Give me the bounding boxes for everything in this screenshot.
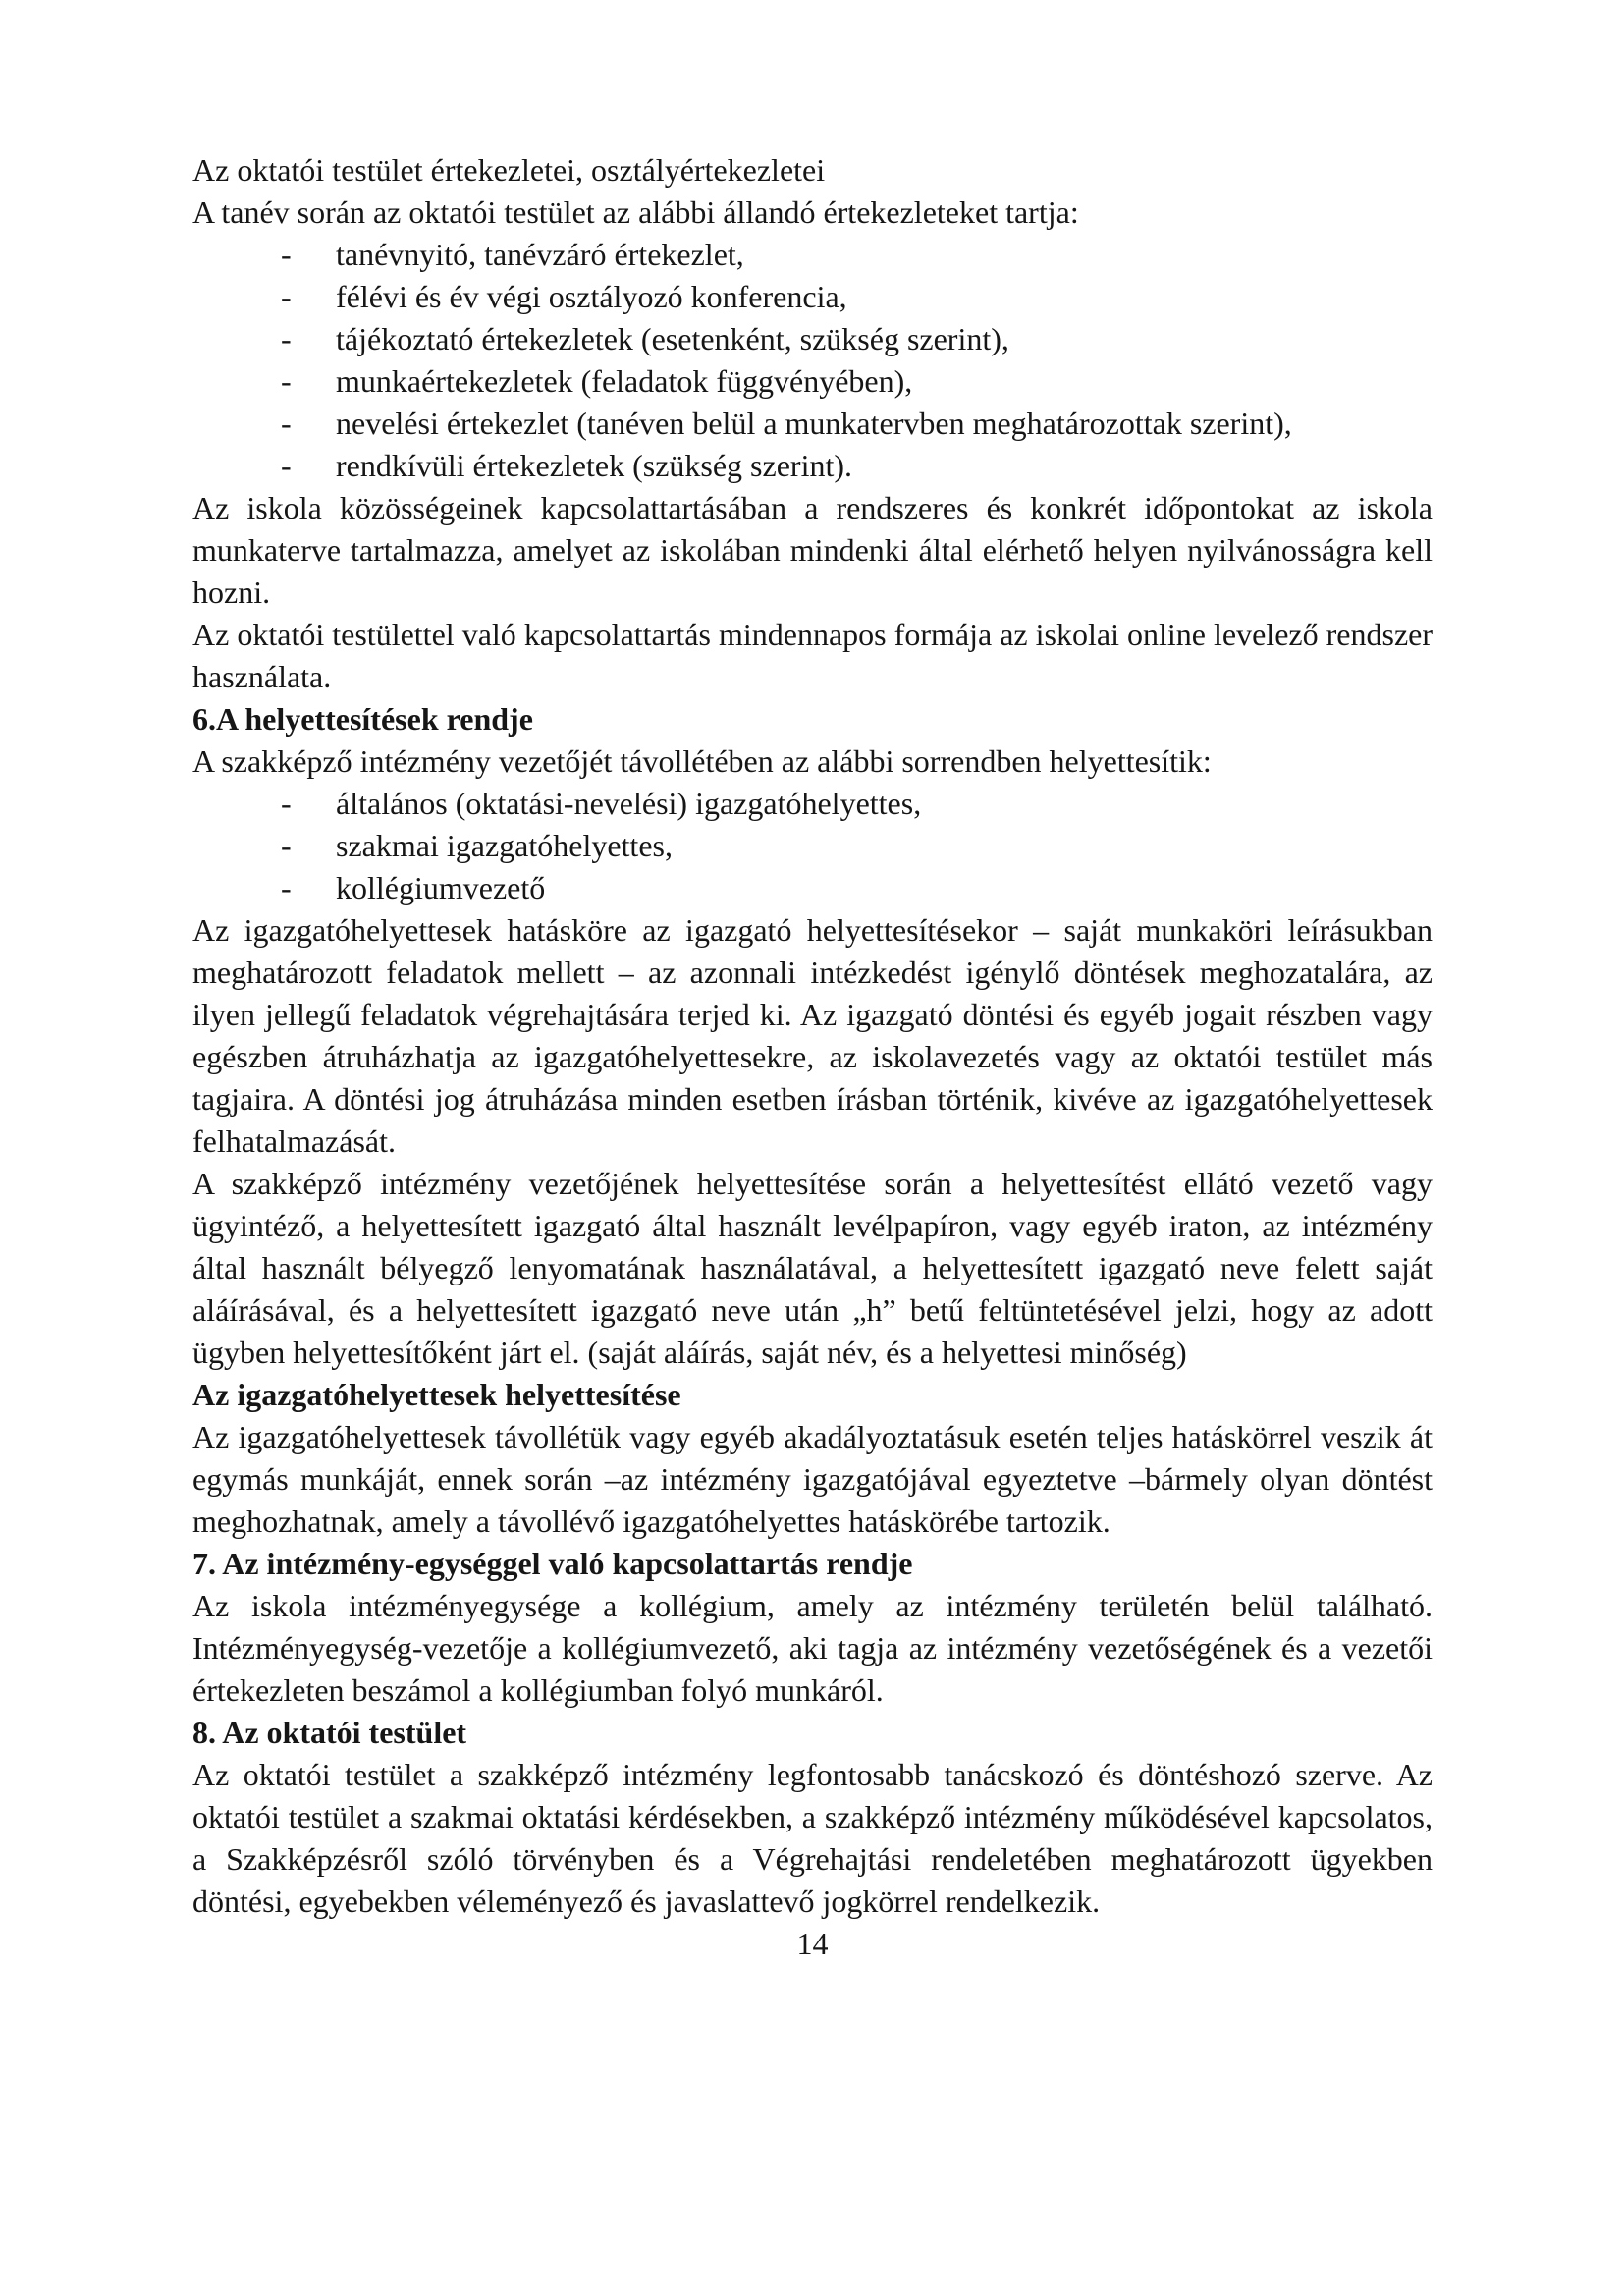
list-item-text: általános (oktatási-nevelési) igazgatóhelyettes, [336, 786, 922, 821]
dash-bullet: - [281, 363, 292, 399]
list-item [192, 276, 1433, 318]
paragraph-deputy-substitution: Az igazgatóhelyettesek távollétük vagy egyéb akadályoztatásuk esetén teljes hatáskörrel veszik át egymás munkáját, ennek során –az intézmény igazgatójával egyeztetve –bármely olyan döntést meghozhatnak, amely a távollévő igazgatóhelyettes hatáskörébe tartozik. [192, 1419, 1433, 1539]
dash-bullet: - [281, 406, 292, 441]
paragraph-substitution-intro: A szakképző intézmény vezetőjét távollétében az alábbi sorrendben helyettesítik: [192, 743, 1212, 779]
intro-line-meetings-title: Az oktatói testület értekezletei, osztályértekezletei [192, 152, 826, 188]
dash-bullet: - [281, 321, 292, 356]
list-item-text: rendkívüli értekezletek (szükség szerint). [336, 448, 852, 483]
list-item-text: munkaértekezletek (feladatok függvényében), [336, 363, 913, 399]
list-item [192, 783, 1433, 825]
substitute-order-list [192, 783, 1433, 909]
dash-bullet: - [281, 870, 292, 905]
paragraph-online-communication: Az oktatói testülettel való kapcsolattartás mindennapos formája az iskolai online levelező rendszer használata. [192, 617, 1433, 694]
list-item-text: kollégiumvezető [336, 870, 546, 905]
meeting-type-list [192, 234, 1433, 487]
paragraph-unit-contact: Az iskola intézményegysége a kollégium, amely az intézmény területén belül található. Intézményegység-vezetője a kollégiumvezető, aki tagja az intézmény vezetőségének és a vezetői értekezleten beszámol a kollégiumban folyó munkáról. [192, 1588, 1433, 1708]
paragraph-deputy-scope: Az igazgatóhelyettesek hatásköre az igazgató helyettesítésekor – saját munkaköri leírásukban meghatározott feladatok mellett – az azonnali intézkedést igénylő döntések meghozatalára, az ilyen jellegű feladatok végrehajtására terjed ki. Az igazgató döntési és egyéb jogait részben vagy egészben átruházhatja az igazgatóhelyettesekre, az iskolavezetés vagy az oktatói testület más tagjaira. A döntési jog átruházása minden esetben írásban történik, kivéve az igazgatóhelyettesek felhatalmazását. [192, 912, 1433, 1159]
heading-unit-contact: 7. Az intézmény-egységgel való kapcsolattartás rendje [192, 1546, 913, 1581]
list-item-text: tájékoztató értekezletek (esetenként, szükség szerint), [336, 321, 1009, 356]
paragraph-school-communities: Az iskola közösségeinek kapcsolattartásában a rendszeres és konkrét időpontokat az iskola munkaterve tartalmazza, amelyet az iskolában mindenki által elérhető helyen nyilvánosságra kell hozni. [192, 490, 1433, 610]
list-item [192, 867, 1433, 909]
dash-bullet: - [281, 279, 292, 314]
list-item [192, 445, 1433, 487]
dash-bullet: - [281, 828, 292, 863]
page-number: 14 [796, 1926, 829, 1961]
heading-deputy-substitution: Az igazgatóhelyettesek helyettesítése [192, 1377, 681, 1412]
paragraph-teaching-board: Az oktatói testület a szakképző intézmény legfontosabb tanácskozó és döntéshozó szerve. Az oktatói testület a szakmai oktatási kérdésekben, a szakképző intézmény működésével kapcsolatos, a Szakképzésről szóló törvényben és a Végrehajtási rendeletében meghatározott ügyekben döntési, egyebekben véleményező és javaslattevő jogkörrel rendelkezik. [192, 1757, 1433, 1919]
heading-teaching-board: 8. Az oktatói testület [192, 1715, 467, 1750]
list-item [192, 825, 1433, 867]
intro-line-meetings-lead: A tanév során az oktatói testület az alábbi állandó értekezleteket tartja: [192, 194, 1079, 230]
paragraph-principal-substitution: A szakképző intézmény vezetőjének helyettesítése során a helyettesítést ellátó vezető vagy ügyintéző, a helyettesített igazgató által használt levélpapíron, vagy egyéb iraton, az intézmény által használt bélyegző lenyomatának használatával, a helyettesített igazgató neve felett saját aláírásával, és a helyettesített igazgató neve után „h” betű feltüntetésével jelzi, hogy az adott ügyben helyettesítőként járt el. (saját aláírás, saját név, és a helyettesi minőség) [192, 1166, 1433, 1370]
list-item [192, 234, 1433, 276]
list-item [192, 403, 1433, 445]
list-item-text: tanévnyitó, tanévzáró értekezlet, [336, 237, 744, 272]
dash-bullet: - [281, 237, 292, 272]
list-item [192, 318, 1433, 360]
heading-substitution-order: 6.A helyettesítések rendje [192, 701, 533, 737]
dash-bullet: - [281, 786, 292, 821]
list-item-text: szakmai igazgatóhelyettes, [336, 828, 673, 863]
list-item-text: félévi és év végi osztályozó konferencia, [336, 279, 847, 314]
list-item [192, 360, 1433, 403]
dash-bullet: - [281, 448, 292, 483]
list-item-text: nevelési értekezlet (tanéven belül a munkatervben meghatározottak szerint), [336, 406, 1292, 441]
